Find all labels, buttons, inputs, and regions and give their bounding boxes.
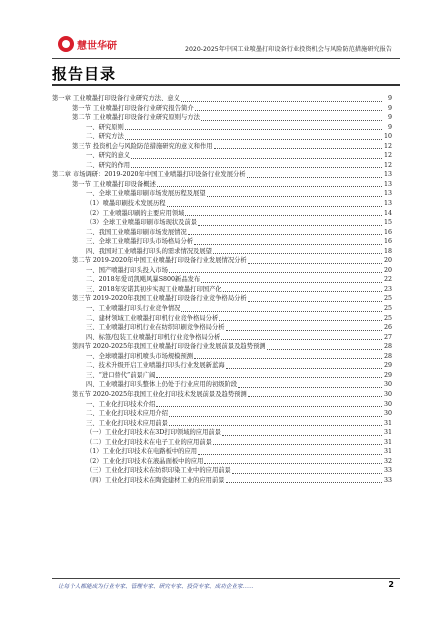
- toc-leader-dots: [248, 294, 382, 302]
- logo-icon: [58, 36, 74, 52]
- toc-leader-dots: [226, 361, 382, 369]
- toc-entry-page: 9: [387, 123, 392, 131]
- toc-entry-title: 一、工业化打印技术介绍: [86, 400, 156, 408]
- toc-entry-title: 三、工业化打印技术应用前景: [86, 419, 168, 427]
- toc-entry-page: 25: [383, 314, 392, 322]
- toc-entry-page: 16: [383, 238, 392, 246]
- toc-entry-title: 第四节 2020-2025年我国工业喷墨打印设备行业发展前景及趋势预测: [72, 343, 266, 351]
- toc-entry-page: 32: [383, 457, 392, 465]
- toc-entry-title: 第二章 市场调研：2019-2020年中国工业喷墨打印设备行业发展分析: [52, 171, 246, 179]
- toc-entry-title: 第一节 工业喷墨打印设备行业研究报告简介: [72, 104, 194, 112]
- toc-leader-dots: [201, 275, 382, 283]
- toc-entry[interactable]: [52, 361, 392, 371]
- toc-entry-title: 二、研究方法: [86, 133, 124, 141]
- toc-entry[interactable]: [52, 304, 392, 314]
- toc-entry-page: 10: [383, 133, 392, 141]
- toc-entry-title: 一、研究的意义: [86, 152, 131, 160]
- toc-entry[interactable]: [52, 419, 392, 429]
- toc-entry-page: 13: [383, 180, 392, 188]
- toc-leader-dots: [198, 218, 382, 226]
- toc-entry[interactable]: [52, 390, 392, 400]
- toc-entry-title: （2）工业喷墨印刷的主要应用领域: [86, 209, 185, 217]
- toc-entry[interactable]: [52, 113, 392, 123]
- toc-entry[interactable]: [52, 342, 392, 352]
- toc-leader-dots: [201, 113, 382, 121]
- toc-leader-dots: [169, 419, 382, 427]
- toc-entry-page: 31: [383, 438, 392, 446]
- toc-entry[interactable]: [52, 323, 392, 333]
- table-of-contents: [52, 94, 392, 485]
- toc-entry[interactable]: [52, 209, 392, 219]
- toc-entry-page: 31: [383, 419, 392, 427]
- toc-entry-title: 三、工业喷墨打印机行业在纺织印刷竞争格局分析: [86, 324, 225, 332]
- toc-leader-dots: [213, 438, 382, 446]
- toc-entry-title: （2）工业化打印技术在液晶面板中的应用: [86, 457, 204, 465]
- toc-entry-title: 二、建材领域工业喷墨打印机行业竞争格局分析: [86, 314, 219, 322]
- toc-leader-dots: [248, 256, 382, 264]
- toc-entry-page: 30: [383, 390, 392, 398]
- toc-entry-page: 13: [383, 171, 392, 179]
- toc-entry[interactable]: [52, 333, 392, 343]
- footer-divider: [52, 578, 400, 579]
- toc-entry[interactable]: [52, 314, 392, 324]
- toc-entry[interactable]: [52, 132, 392, 142]
- toc-leader-dots: [181, 94, 382, 102]
- toc-entry-title: （1）工业化打印技术在电路板中的应用: [86, 448, 198, 456]
- toc-entry[interactable]: [52, 447, 392, 457]
- toc-entry-page: 16: [383, 228, 392, 236]
- toc-entry[interactable]: [52, 180, 392, 190]
- toc-leader-dots: [169, 266, 382, 274]
- toc-entry-page: 15: [383, 219, 392, 227]
- logo-text: 慧世华研: [77, 40, 117, 52]
- toc-leader-dots: [207, 189, 382, 197]
- toc-leader-dots: [194, 352, 382, 360]
- toc-entry-page: 12: [383, 161, 392, 169]
- toc-entry-title: 一、全球工业喷墨印刷市场发展历程及展望: [86, 190, 206, 198]
- toc-leader-dots: [248, 390, 382, 398]
- page-title: 报告目录: [52, 65, 117, 83]
- toc-entry[interactable]: [52, 409, 392, 419]
- toc-entry-page: 28: [383, 343, 392, 351]
- toc-entry-page: 20: [383, 266, 392, 274]
- toc-entry-title: 第一节 工业喷墨打印设备概述: [72, 180, 156, 188]
- toc-entry-title: 第一章 工业喷墨打印设备行业研究方法、意义: [52, 95, 180, 102]
- toc-entry[interactable]: [52, 438, 392, 448]
- toc-entry[interactable]: [52, 237, 392, 247]
- toc-leader-dots: [222, 428, 382, 436]
- toc-entry[interactable]: [52, 161, 392, 171]
- toc-entry-title: （3）全球工业喷墨印刷市场现状及前景: [86, 219, 198, 227]
- toc-entry-page: 22: [383, 276, 392, 284]
- toc-entry-page: 31: [383, 429, 392, 437]
- toc-entry[interactable]: [52, 170, 392, 180]
- toc-entry[interactable]: [52, 142, 392, 152]
- toc-entry[interactable]: [52, 380, 392, 390]
- footer-slogan: 让每个人都能成为行业专家、管理专家、研究专家、投资专家、成功企业家……: [58, 584, 254, 590]
- toc-entry[interactable]: [52, 256, 392, 266]
- toc-entry[interactable]: [52, 199, 392, 209]
- toc-leader-dots: [221, 333, 382, 341]
- toc-entry[interactable]: [52, 476, 392, 486]
- toc-entry-page: 25: [383, 305, 392, 313]
- toc-leader-dots: [195, 104, 382, 112]
- toc-entry-title: 一、工业喷墨打印头行业竞争情况: [86, 305, 181, 313]
- toc-leader-dots: [226, 476, 382, 484]
- toc-leader-dots: [157, 180, 382, 188]
- toc-leader-dots: [156, 400, 382, 408]
- toc-leader-dots: [213, 247, 382, 255]
- toc-entry[interactable]: [52, 247, 392, 257]
- toc-entry-page: 33: [383, 476, 392, 484]
- toc-entry[interactable]: [52, 457, 392, 467]
- toc-entry-title: 第二节 工业喷墨打印设备行业研究原则与方法: [72, 114, 200, 122]
- toc-entry[interactable]: [52, 123, 392, 133]
- page-number: 2: [388, 580, 394, 589]
- title-divider: [52, 84, 400, 86]
- toc-leader-dots: [226, 323, 382, 331]
- toc-leader-dots: [131, 151, 382, 159]
- toc-entry[interactable]: [52, 218, 392, 228]
- toc-entry-page: 9: [387, 95, 392, 102]
- toc-entry-title: 四、工业喷墨打印头整体上仍处于行业应用的初级阶段: [86, 381, 238, 389]
- toc-entry-title: 二、研究的作用: [86, 161, 131, 169]
- toc-entry-page: 23: [383, 285, 392, 293]
- toc-entry-title: 四、我国对工业喷墨打印头的需求情况及展望: [86, 247, 212, 255]
- document-title: 2020-2025年中国工业喷墨打印设备行业投资机会与风险防范措施研究报告: [185, 46, 392, 53]
- toc-entry-page: 18: [383, 247, 392, 255]
- toc-entry-page: 31: [383, 448, 392, 456]
- toc-leader-dots: [214, 142, 382, 150]
- toc-leader-dots: [156, 371, 382, 379]
- toc-entry[interactable]: [52, 352, 392, 362]
- toc-entry-page: 25: [383, 295, 392, 303]
- toc-entry-page: 12: [383, 152, 392, 160]
- toc-entry-title: 三、2018年安诺其初步实现工业喷墨打印国产化: [86, 285, 222, 293]
- toc-entry-page: 26: [383, 324, 392, 332]
- toc-leader-dots: [185, 209, 382, 217]
- toc-leader-dots: [267, 342, 382, 350]
- toc-entry-title: 一、全球喷墨打印机喷头市场规模预测: [86, 352, 194, 360]
- toc-entry-title: 二、工业化打印技术应用介绍: [86, 410, 168, 418]
- toc-entry-page: 13: [383, 200, 392, 208]
- toc-entry-title: 三、“进口替代”前景广阔: [86, 371, 156, 379]
- toc-leader-dots: [125, 132, 382, 140]
- toc-entry-title: 三、全球工业喷墨打印头市场格局分析: [86, 238, 194, 246]
- toc-entry-title: 二、2018年爱司凯飓风暴S800新品发布: [86, 276, 201, 284]
- toc-leader-dots: [198, 447, 382, 455]
- toc-leader-dots: [181, 304, 382, 312]
- toc-entry-title: 第三节 投资机会与风险防范措施研究的意义和作用: [72, 142, 213, 150]
- toc-entry-title: 第三节 2019-2020年我国工业喷墨打印设备行业竞争格局分析: [72, 295, 247, 303]
- toc-leader-dots: [219, 314, 382, 322]
- toc-entry-page: 13: [383, 190, 392, 198]
- toc-entry[interactable]: [52, 466, 392, 476]
- toc-entry-title: 第五节 2020-2025年我国工业化打印技术发展前景及趋势预测: [72, 390, 247, 398]
- toc-leader-dots: [194, 237, 382, 245]
- toc-entry-page: 33: [383, 467, 392, 475]
- toc-entry[interactable]: [52, 428, 392, 438]
- toc-entry[interactable]: [52, 189, 392, 199]
- toc-entry[interactable]: [52, 285, 392, 295]
- toc-entry-page: 30: [383, 381, 392, 389]
- toc-entry[interactable]: [52, 104, 392, 114]
- toc-entry[interactable]: [52, 371, 392, 381]
- toc-entry-title: 一、国产喷墨打印头投入市场: [86, 266, 168, 274]
- toc-entry-title: （二）工业化打印技术在电子工业的应用前景: [86, 438, 212, 446]
- toc-entry-page: 29: [383, 362, 392, 370]
- toc-entry-page: 9: [387, 104, 392, 112]
- toc-entry-title: 一、研究原则: [86, 123, 124, 131]
- toc-entry[interactable]: [52, 400, 392, 410]
- toc-entry-title: 第二节 2019-2020年中国工业喷墨打印设备行业发展情况分析: [72, 257, 247, 265]
- toc-leader-dots: [125, 123, 382, 131]
- header-divider: [52, 58, 400, 59]
- toc-entry[interactable]: [52, 294, 392, 304]
- page-header: [0, 0, 440, 64]
- toc-entry[interactable]: [52, 266, 392, 276]
- toc-entry[interactable]: [52, 151, 392, 161]
- toc-leader-dots: [188, 228, 382, 236]
- toc-entry-title: （四）工业化打印技术在陶瓷建材工业的应用前景: [86, 476, 225, 484]
- toc-entry-page: 9: [387, 114, 392, 122]
- toc-entry-title: 二、技术升级开启工业喷墨打印头行业发展新蓝海: [86, 362, 225, 370]
- toc-entry-page: 30: [383, 410, 392, 418]
- toc-entry[interactable]: [52, 275, 392, 285]
- toc-entry-page: 14: [383, 209, 392, 217]
- toc-entry[interactable]: [52, 94, 392, 104]
- toc-leader-dots: [169, 409, 382, 417]
- toc-entry-title: 四、标签/包装工业喷墨打印机行业竞争格局分析: [86, 333, 221, 341]
- toc-leader-dots: [204, 457, 382, 465]
- toc-entry-page: 20: [383, 257, 392, 265]
- toc-entry[interactable]: [52, 228, 392, 238]
- toc-leader-dots: [232, 466, 382, 474]
- toc-leader-dots: [131, 161, 382, 169]
- toc-entry-page: 29: [383, 371, 392, 379]
- toc-leader-dots: [247, 170, 382, 178]
- toc-leader-dots: [223, 285, 382, 293]
- toc-entry-page: 27: [383, 333, 392, 341]
- toc-entry-title: 二、我国工业喷墨印刷市场发展情况: [86, 228, 187, 236]
- toc-entry-page: 28: [383, 352, 392, 360]
- toc-entry-title: （一）工业化打印技术在3D打印领域的应用前景: [86, 429, 221, 437]
- toc-leader-dots: [167, 199, 382, 207]
- toc-entry-page: 12: [383, 142, 392, 150]
- toc-leader-dots: [238, 380, 382, 388]
- toc-entry-title: （1）喷墨印刷技术发展历程: [86, 200, 166, 208]
- toc-entry-title: （三）工业化打印技术在纺织印染工业中的应用前景: [86, 467, 231, 475]
- brand-logo: [58, 36, 117, 52]
- toc-entry-page: 30: [383, 400, 392, 408]
